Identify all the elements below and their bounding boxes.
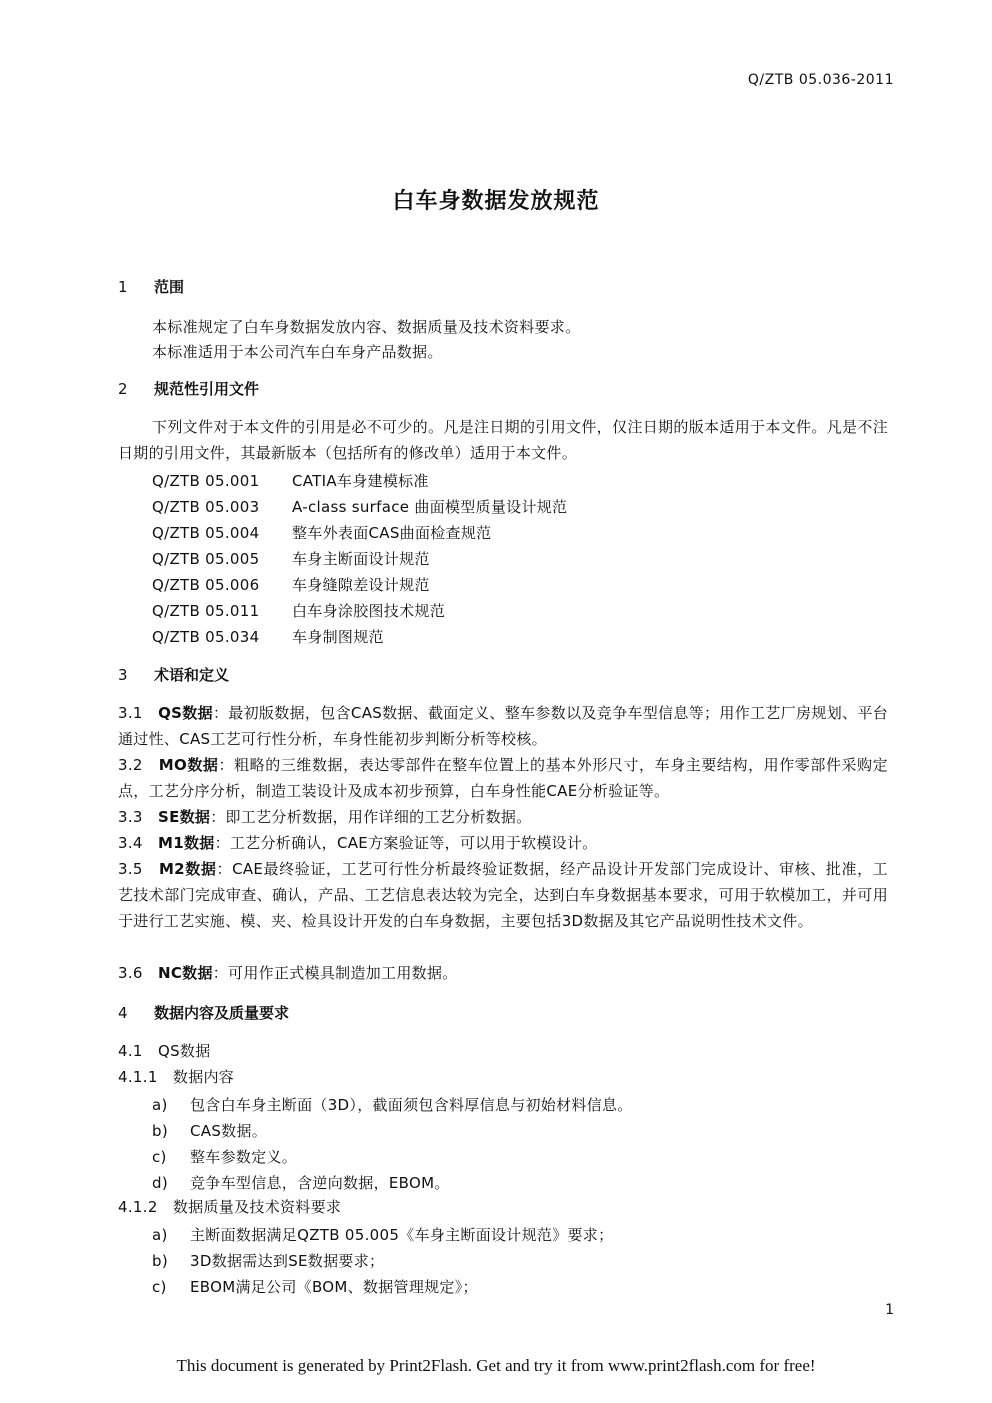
list-item xyxy=(152,1146,297,1167)
reference-item xyxy=(152,626,384,647)
term-definition xyxy=(118,752,888,804)
list-item xyxy=(152,1250,384,1271)
reference-name: 车身主断面设计规范 xyxy=(292,550,430,568)
reference-item xyxy=(152,470,429,491)
subsection-title: QS数据 xyxy=(157,1042,211,1060)
list-item xyxy=(152,1224,613,1245)
term-text: ：可用作正式模具制造加工用数据。 xyxy=(212,964,458,982)
list-text: 竞争车型信息，含逆向数据，EBOM。 xyxy=(190,1174,450,1192)
list-label: d) xyxy=(152,1174,168,1192)
term-text: ：即工艺分析数据，用作详细的工艺分析数据。 xyxy=(210,808,532,826)
section-3-heading xyxy=(118,664,229,685)
list-item xyxy=(152,1120,267,1141)
list-label: b) xyxy=(152,1122,168,1140)
paragraph: 本标准规定了白车身数据发放内容、数据质量及技术资料要求。 xyxy=(152,318,581,336)
list-text: CAS数据。 xyxy=(190,1122,268,1140)
list-text: EBOM满足公司《BOM、数据管理规定》； xyxy=(190,1278,478,1296)
list-item xyxy=(152,1094,633,1115)
term-number: 3.6 xyxy=(118,964,143,982)
section-title: 规范性引用文件 xyxy=(154,380,260,398)
term-number: 3.1 xyxy=(118,704,143,722)
generator-footer: This document is generated by Print2Flash. Get and try it from www.print2flash.com for free! xyxy=(176,1356,816,1375)
section-number: 3 xyxy=(118,666,128,684)
term-name: QS数据 xyxy=(158,704,213,722)
list-text: 3D数据需达到SE数据要求； xyxy=(190,1252,385,1270)
section-title: 数据内容及质量要求 xyxy=(154,1004,290,1022)
paragraph: 下列文件对于本文件的引用是必不可少的。凡是注日期的引用文件，仅注日期的版本适用于本文件。凡是不注日期的引用文件，其最新版本（包括所有的修改单）适用于本文件。 xyxy=(118,418,888,462)
reference-item xyxy=(152,600,445,621)
section-4-heading xyxy=(118,1002,289,1023)
reference-code: Q/ZTB 05.034 xyxy=(152,628,260,646)
reference-item xyxy=(152,522,491,543)
term-text: ：CAE最终验证，工艺可行性分析最终验证数据，经产品设计开发部门完成设计、审核、批准，工艺技术部门完成审查、确认，产品、工艺信息表达较为完全，达到白车身数据基本要求，可用于软模加工，并可用于进行工艺实施、模、夹、检具设计开发的白车身数据，主要包括3D数据及其它产品说明性技术文件。 xyxy=(118,860,888,930)
list-text: 主断面数据满足QZTB 05.005《车身主断面设计规范》要求； xyxy=(190,1226,614,1244)
term-name: M1数据 xyxy=(157,834,215,852)
list-text: 包含白车身主断面（3D），截面须包含料厚信息与初始材料信息。 xyxy=(190,1096,633,1114)
section-number: 4 xyxy=(118,1004,128,1022)
reference-name: A-class surface 曲面模型质量设计规范 xyxy=(292,498,568,516)
term-definition xyxy=(118,700,888,752)
subsection-heading xyxy=(118,1196,341,1217)
term-number: 3.2 xyxy=(118,756,143,774)
list-label: a) xyxy=(152,1096,168,1114)
section-title: 范围 xyxy=(154,278,185,296)
term-name: NC数据 xyxy=(157,964,213,982)
term-definition xyxy=(118,804,888,830)
reference-name: 车身缝隙差设计规范 xyxy=(292,576,430,594)
document-number: Q/ZTB 05.036-2011 xyxy=(747,72,894,88)
term-number: 3.3 xyxy=(118,808,143,826)
term-text: ：工艺分析确认，CAE方案验证等，可以用于软模设计。 xyxy=(214,834,598,852)
reference-code: Q/ZTB 05.004 xyxy=(152,524,260,542)
page-title: 白车身数据发放规范 xyxy=(392,189,600,214)
term-definition xyxy=(118,830,888,856)
reference-name: 整车外表面CAS曲面检查规范 xyxy=(292,524,492,542)
list-item xyxy=(152,1172,450,1193)
section-number: 2 xyxy=(118,380,128,398)
term-text: ：最初版数据，包含CAS数据、截面定义、整车参数以及竞争车型信息等；用作工艺厂房规划、平台通过性、CAS工艺可行性分析，车身性能初步判断分析等校核。 xyxy=(118,704,888,748)
term-definition xyxy=(118,856,888,934)
reference-code: Q/ZTB 05.011 xyxy=(152,602,260,620)
term-name: MO数据 xyxy=(158,756,219,774)
term-number: 3.5 xyxy=(118,860,143,878)
term-number: 3.4 xyxy=(118,834,143,852)
page-number: 1 xyxy=(885,1302,894,1318)
subsection-number: 4.1.2 xyxy=(118,1198,158,1216)
list-label: a) xyxy=(152,1226,168,1244)
term-text: ：粗略的三维数据，表达零部件在整车位置上的基本外形尺寸，车身主要结构，用作零部件采购定点，工艺分序分析，制造工装设计及成本初步预算，白车身性能CAE分析验证等。 xyxy=(118,756,888,800)
term-definition xyxy=(118,960,888,986)
reference-item xyxy=(152,548,430,569)
reference-code: Q/ZTB 05.001 xyxy=(152,472,260,490)
reference-item xyxy=(152,574,430,595)
reference-code: Q/ZTB 05.003 xyxy=(152,498,260,516)
subsection-title: 数据内容 xyxy=(172,1068,235,1086)
section-1-heading xyxy=(118,276,184,297)
subsection-number: 4.1.1 xyxy=(118,1068,158,1086)
term-name: M2数据 xyxy=(158,860,217,878)
reference-code: Q/ZTB 05.005 xyxy=(152,550,260,568)
paragraph: 本标准适用于本公司汽车白车身产品数据。 xyxy=(152,343,443,361)
list-item xyxy=(152,1276,478,1297)
section-number: 1 xyxy=(118,278,128,296)
subsection-title: 数据质量及技术资料要求 xyxy=(172,1198,342,1216)
reference-item xyxy=(152,496,567,517)
list-label: c) xyxy=(152,1148,167,1166)
reference-name: 车身制图规范 xyxy=(292,628,384,646)
list-label: c) xyxy=(152,1278,167,1296)
subsection-number: 4.1 xyxy=(118,1042,143,1060)
list-text: 整车参数定义。 xyxy=(190,1148,298,1166)
reference-name: CATIA车身建模标准 xyxy=(292,472,429,490)
reference-code: Q/ZTB 05.006 xyxy=(152,576,260,594)
subsection-heading xyxy=(118,1066,234,1087)
term-name: SE数据 xyxy=(157,808,211,826)
subsection-heading xyxy=(118,1040,211,1061)
reference-name: 白车身涂胶图技术规范 xyxy=(292,602,446,620)
list-label: b) xyxy=(152,1252,168,1270)
section-title: 术语和定义 xyxy=(154,666,230,684)
section-2-heading xyxy=(118,378,259,399)
